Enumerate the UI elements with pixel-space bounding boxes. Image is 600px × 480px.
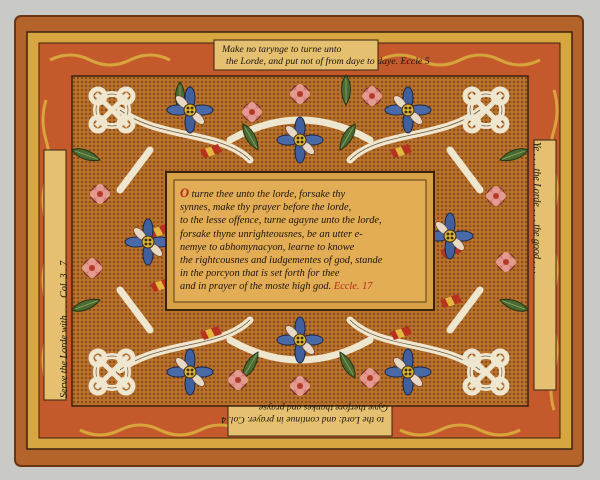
central-line-8 (180, 280, 426, 293)
central-line-3: to the lesse offence, turne agayne unto the lorde, (180, 215, 382, 227)
right-inscription: Ye . . . the Lorde . . . the good . . . (531, 142, 542, 275)
bottom-inscription-line-2: to the Lord: and continue in prayer. Col. 4 (221, 414, 384, 425)
knot-bottom-left (91, 351, 133, 393)
central-line-2: synnes, make thy prayer before the lorde, (180, 202, 352, 214)
bottom-inscription-line-1: Gyve therfore thankes and prayse (258, 402, 388, 413)
top-inscription-line-1: Make no tarynge to turne unto (222, 44, 342, 55)
knot-top-left (91, 89, 133, 131)
central-line-1 (180, 187, 426, 201)
central-line-text: and in prayer of the moste high god. (180, 281, 332, 293)
central-line-text: turne thee unto the lorde, forsake thy (191, 189, 346, 200)
left-inscription: Serve the Lorde with . . . Col. 3 . 7 (59, 260, 70, 398)
central-line-5: nemye to abhomynacyon, learne to knowe (180, 241, 355, 253)
knot-top-right (465, 89, 507, 131)
top-inscription-line-2: the Lorde, and put not of from daye to daye. Eccle 5 (226, 56, 430, 67)
illuminated-initial: O (180, 186, 190, 200)
central-line-7: in the porcyon that is set forth for thee (180, 268, 340, 280)
scripture-reference: Eccle. 17 (333, 281, 373, 293)
knot-bottom-right (465, 351, 507, 393)
central-line-4: forsake thyne unrighteousnes, be an utter e- (180, 228, 363, 240)
central-line-6: the rightcousnes and iudgementes of god, stande (180, 255, 383, 267)
central-inscription (180, 187, 426, 294)
